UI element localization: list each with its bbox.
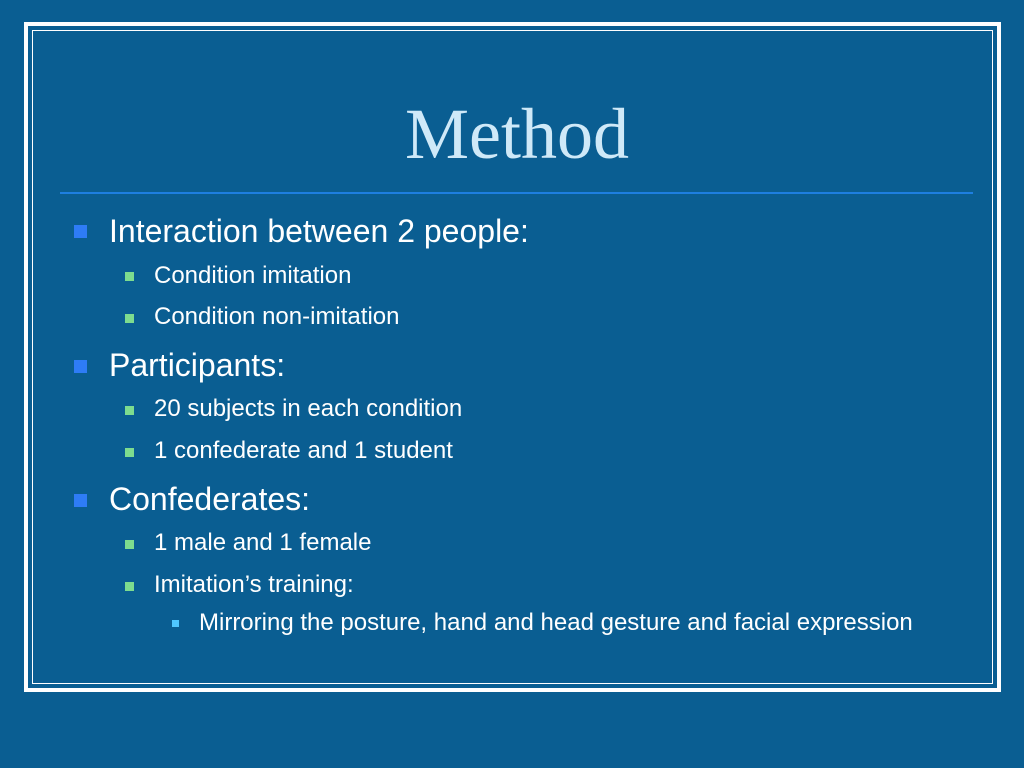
sub-bullet-item: 1 confederate and 1 student — [154, 437, 453, 464]
bullet-square-icon — [125, 448, 134, 457]
bullet-item: Confederates: — [109, 481, 311, 517]
bullet-square-icon — [74, 225, 87, 238]
bullet-square-icon — [74, 494, 87, 507]
bullet-square-icon — [125, 582, 134, 591]
bullet-square-icon — [125, 406, 134, 415]
bullet-item: Interaction between 2 people: — [109, 213, 529, 249]
sub-bullet-item: 1 male and 1 female — [154, 529, 372, 556]
bullet-square-icon — [125, 540, 134, 549]
bullet-square-icon — [125, 314, 134, 323]
sub-bullet-item: Imitation’s training: — [154, 571, 354, 598]
bullet-square-icon — [172, 620, 179, 627]
title-divider — [60, 192, 973, 194]
bullet-square-icon — [74, 360, 87, 373]
sub-bullet-item: 20 subjects in each condition — [154, 395, 463, 422]
sub-bullet-item: Condition imitation — [154, 262, 352, 289]
sub-sub-bullet-item: Mirroring the posture, hand and head gesture and facial expression — [199, 609, 913, 636]
bullet-item: Participants: — [109, 347, 286, 383]
sub-bullet-item: Condition non-imitation — [154, 303, 400, 330]
bullet-square-icon — [125, 272, 134, 281]
slide-title: Method — [405, 94, 629, 174]
